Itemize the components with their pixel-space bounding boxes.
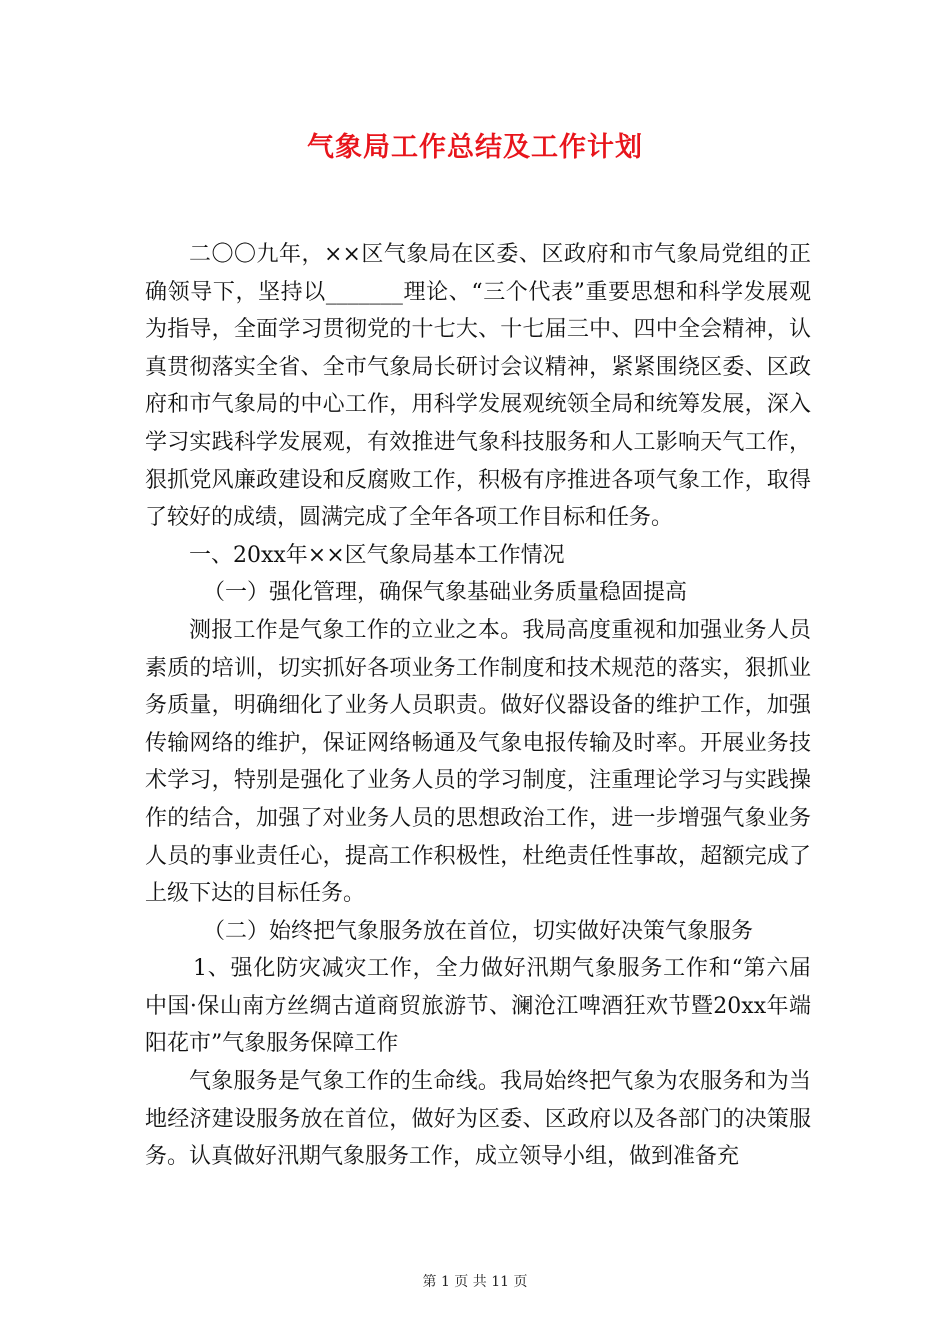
intro-paragraph: 二〇〇九年，××区气象局在区委、区政府和市气象局党组的正确领导下，坚持以_______理论、“三个代表”重要思想和科学发展观为指导，全面学习贯彻党的十七大、十七届三中、四中全会精神，认真贯彻落实全省、全市气象局长研讨会议精神，紧紧围绕区委、区政府和市气象局的中心工作，用科学发展观统领全局和统筹发展，深入学习实践科学发展观，有效推进气象科技服务和人工影响天气工作，狠抓党风廉政建设和反腐败工作，积极有序推进各项气象工作，取得了较好的成绩，圆满完成了全年各项工作目标和任务。 [145, 242, 811, 531]
item-heading: 1、强化防灾减灾工作，全力做好汛期气象服务工作和“第六届中国·保山南方丝绸古道商贸旅游节、澜沧江啤酒狂欢节暨20xx年端阳花市”气象服务保障工作 [145, 956, 811, 1057]
document-body [145, 236, 811, 1176]
document-title: 气象局工作总结及工作计划 [307, 132, 643, 163]
subsection-heading: （一）强化管理，确保气象基础业务质量稳固提高 [203, 580, 688, 606]
section-heading: 一、20xx年××区气象局基本工作情况 [189, 542, 565, 568]
body-paragraph: 气象服务是气象工作的生命线。我局始终把气象为农服务和为当地经济建设服务放在首位，做好为区委、区政府以及各部门的决策服务。认真做好汛期气象服务工作，成立领导小组，做到准备充 [145, 1069, 811, 1170]
body-paragraph: 测报工作是气象工作的立业之本。我局高度重视和加强业务人员素质的培训，切实抓好各项业务工作制度和技术规范的落实，狠抓业务质量，明确细化了业务人员职责。做好仪器设备的维护工作，加强传输网络的维护，保证网络畅通及气象电报传输及时率。开展业务技术学习，特别是强化了业务人员的学习制度，注重理论学习与实践操作的结合，加强了对业务人员的思想政治工作，进一步增强气象业务人员的事业责任心，提高工作积极性，杜绝责任性事故，超额完成了上级下达的目标任务。 [145, 617, 811, 907]
subsection-heading: （二）始终把气象服务放在首位，切实做好决策气象服务 [203, 918, 754, 944]
page-number: 第 1 页 共 11 页 [422, 1274, 528, 1290]
